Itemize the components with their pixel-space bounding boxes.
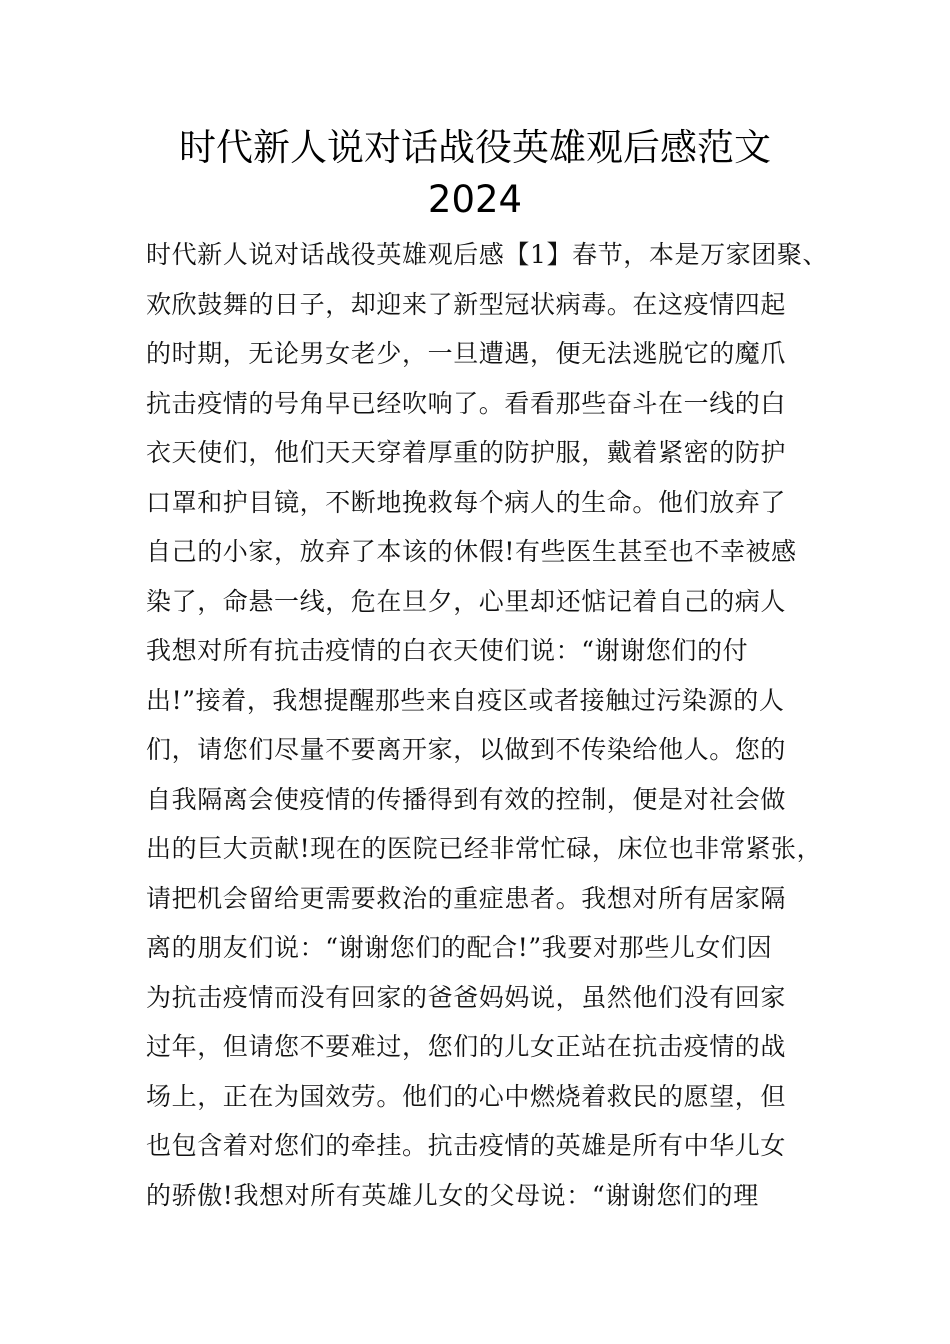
body-line: 抗击疫情的号角早已经吹响了。看看那些奋斗在一线的白 xyxy=(146,388,787,418)
document-title xyxy=(0,122,950,226)
body-text xyxy=(146,230,836,1220)
body-line: 口罩和护目镜，不断地挽救每个病人的生命。他们放弃了 xyxy=(146,487,787,517)
body-line: 请把机会留给更需要救治的重症患者。我想对所有居家隔 xyxy=(146,883,787,913)
body-line: 出!”接着，我想提醒那些来自疫区或者接触过污染源的人 xyxy=(146,685,785,715)
body-line: 场上，正在为国效劳。他们的心中燃烧着救民的愿望，但 xyxy=(146,1081,787,1111)
body-line: 出的巨大贡献!现在的医院已经非常忙碌，床位也非常紧张， xyxy=(146,834,823,863)
body-line: 也包含着对您们的牵挂。抗击疫情的英雄是所有中华儿女 xyxy=(146,1131,787,1160)
body-line: 染了，命悬一线，危在旦夕，心里却还惦记着自己的病人 xyxy=(146,586,787,616)
body-line: 我想对所有抗击疫情的白衣天使们说：“谢谢您们的付 xyxy=(146,636,749,665)
body-line: 过年，但请您不要难过，您们的儿女正站在抗击疫情的战 xyxy=(146,1032,787,1061)
body-line: 为抗击疫情而没有回家的爸爸妈妈说，虽然他们没有回家 xyxy=(146,982,787,1012)
body-line: 的骄傲!我想对所有英雄儿女的父母说：“谢谢您们的理 xyxy=(146,1180,759,1210)
body-line: 时代新人说对话战役英雄观后感【1】春节，本是万家团聚、 xyxy=(146,240,829,269)
body-line: 离的朋友们说：“谢谢您们的配合!”我要对那些儿女们因 xyxy=(146,933,773,962)
title-line-1: 时代新人说对话战役英雄观后感范文 xyxy=(179,126,771,169)
body-line: 自己的小家，放弃了本该的休假!有些医生甚至也不幸被感 xyxy=(146,537,797,566)
title-line-2: 2024 xyxy=(427,178,523,221)
body-line: 衣天使们，他们天天穿着厚重的防护服，戴着紧密的防护 xyxy=(146,438,787,467)
body-line: 自我隔离会使疫情的传播得到有效的控制，便是对社会做 xyxy=(146,784,787,814)
body-line: 欢欣鼓舞的日子，却迎来了新型冠状病毒。在这疫情四起 xyxy=(146,289,787,319)
body-line: 的时期，无论男女老少，一旦遭遇，便无法逃脱它的魔爪 xyxy=(146,339,787,368)
body-line: 们，请您们尽量不要离开家，以做到不传染给他人。您的 xyxy=(146,735,787,764)
